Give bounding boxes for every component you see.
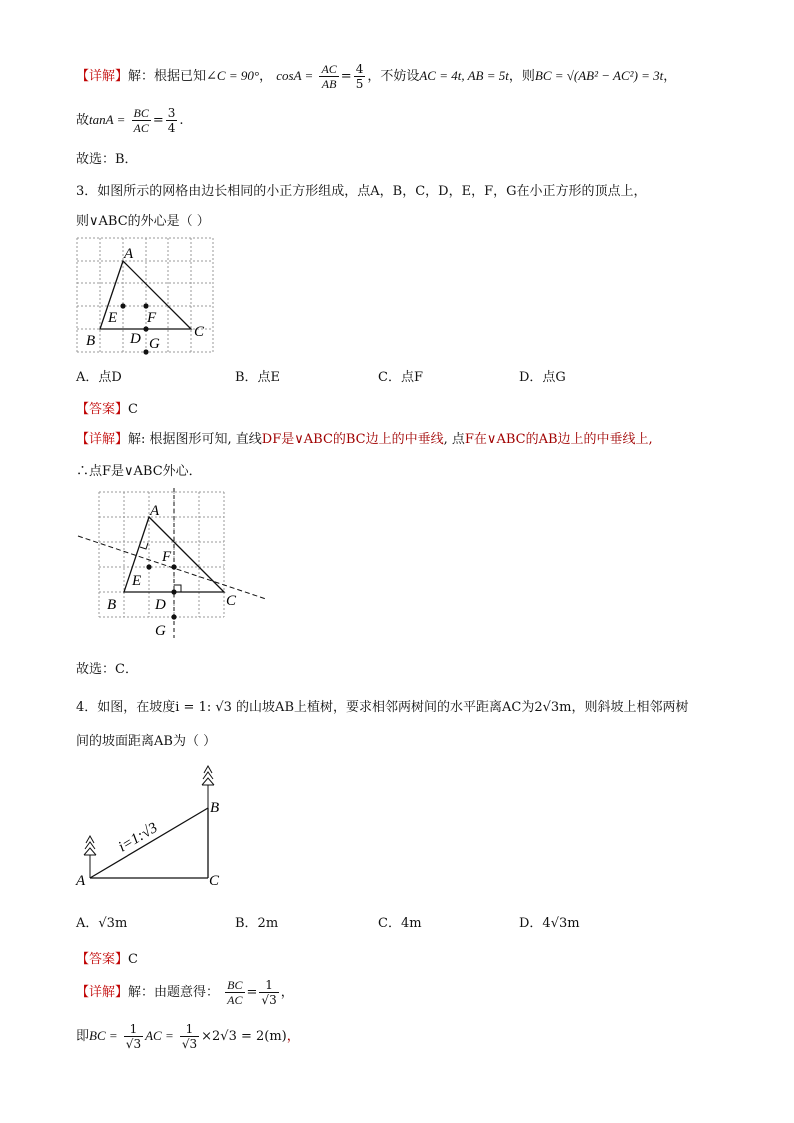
label-c: C xyxy=(194,324,205,340)
math-bc: BC = √(AB² − AC²) = 3t xyxy=(534,68,664,83)
q3-detail-line2: ∴点F是∨ABC外心． xyxy=(76,464,202,479)
label-d: D xyxy=(130,331,141,347)
q4-option-b: B．2m xyxy=(235,916,279,931)
numerator: 1 xyxy=(180,1022,199,1037)
math-angle: ∠C = 90° xyxy=(206,68,260,83)
numerator: BC xyxy=(227,978,243,992)
denominator: 4 xyxy=(167,121,176,135)
label-g: G xyxy=(155,623,166,639)
q4-slope-figure xyxy=(74,758,234,892)
q3-option-b: B．点E xyxy=(235,370,281,385)
text: ， xyxy=(280,985,294,1000)
label-a: A xyxy=(76,873,86,889)
point-d xyxy=(171,589,176,594)
text: ，不妨设 xyxy=(367,69,420,84)
text: ， xyxy=(259,69,273,84)
q4-detail-line2 xyxy=(76,1022,300,1051)
math: AC = xyxy=(145,1028,174,1043)
text-red: ， xyxy=(286,1029,300,1044)
point-e xyxy=(146,564,151,569)
text: 故 xyxy=(76,113,90,128)
fraction-bc-ac xyxy=(132,106,151,135)
text: ， xyxy=(663,69,677,84)
label-e: E xyxy=(108,310,118,326)
point-d xyxy=(143,326,148,331)
label-a: A xyxy=(124,246,134,262)
denominator: AC xyxy=(133,121,149,135)
q4-option-d: D．4√3m xyxy=(519,916,580,931)
label-e: E xyxy=(132,573,142,589)
point-f xyxy=(171,564,176,569)
denominator: √3 xyxy=(261,993,277,1007)
denominator: AB xyxy=(321,77,337,91)
fraction-3-4 xyxy=(166,106,178,135)
label-d: D xyxy=(155,597,166,613)
answer-tag: 【答案】 xyxy=(76,402,129,417)
point-g xyxy=(143,349,148,354)
text: 解：由题意得： xyxy=(128,985,220,1000)
numerator: 1 xyxy=(124,1022,143,1037)
q4-stem-line1: 4．如图，在坡度i = 1: √3 的山坡AB上植树，要求相邻两树间的水平距离AC为2√3m，则斜坡上相邻两树 xyxy=(76,700,689,715)
detail-tag: 【详解】 xyxy=(76,985,129,1000)
text-red: DF是∨ABC的BC边上的中垂线 xyxy=(261,432,444,447)
denominator: √3 xyxy=(181,1037,198,1051)
right-angle-mark xyxy=(140,543,148,549)
label-c: C xyxy=(209,873,220,889)
slope-ab xyxy=(90,808,208,878)
tree-icon xyxy=(84,836,96,878)
text-red: F在∨ABC的AB边上的中垂线上, xyxy=(464,432,653,447)
detail-tag: 【详解】 xyxy=(76,69,129,84)
fraction-1-sqrt3 xyxy=(259,978,278,1007)
text: 解: 根据图形可知, 直线 xyxy=(128,432,262,447)
point-f xyxy=(143,303,148,308)
q2-solution-line: 【详解】解：根据已知∠C = 90°， cosA = $\frac{AC}{AB}$ = $\frac{4}{5}$ ，不妨设AC = 4t, AB = 5t，则BC = √(AB² − AC²) = 3t， xyxy=(76,62,677,91)
denominator: 5 xyxy=(355,77,364,91)
denominator: √3 xyxy=(125,1037,142,1051)
q2-tan-line: 故tanA = $\frac{BC}{AC}$ = $\frac{3}{4}$ . xyxy=(76,106,184,135)
answer-value: C xyxy=(128,402,138,417)
numerator: AC xyxy=(321,62,337,76)
label-b: B xyxy=(107,597,117,613)
math-assume: AC = 4t, AB = 5t xyxy=(419,68,509,83)
text: . xyxy=(179,113,184,128)
math-cos: cosA = xyxy=(276,68,314,83)
q4-stem-line2: 间的坡面距离AB为（ ） xyxy=(76,734,217,749)
q3-solution-figure xyxy=(76,488,270,640)
q3-option-d: D．点G xyxy=(519,370,566,385)
fraction-bc-ac xyxy=(225,978,244,1007)
q3-detail-line1 xyxy=(76,428,653,447)
q4-option-a: A．√3m xyxy=(76,916,128,931)
label-a: A xyxy=(150,503,160,519)
q2-choose: 故选：B． xyxy=(76,152,138,167)
numerator: 3 xyxy=(167,106,176,120)
numerator: 1 xyxy=(259,978,278,993)
math: BC = xyxy=(89,1028,118,1043)
grid xyxy=(77,238,213,352)
label-g: G xyxy=(149,336,160,352)
fraction-ac-ab xyxy=(319,62,338,91)
text: ，则 xyxy=(508,69,535,84)
label-c: C xyxy=(226,593,237,609)
point-g xyxy=(171,614,176,619)
text: , 点 xyxy=(443,432,465,447)
fraction-4-5 xyxy=(354,62,366,91)
q3-grid-figure xyxy=(76,236,216,356)
text: 解：根据已知 xyxy=(128,69,207,84)
math: ×2√3 = 2(m) xyxy=(201,1029,287,1044)
q4-detail-line1: 【详解】解：由题意得： $\frac{BC}{AC}$ = $\frac{1}{√3}$ ， xyxy=(76,978,294,1007)
fraction-1-sqrt3 xyxy=(124,1022,143,1051)
q3-stem-line1: 3．如图所示的网格由边长相同的小正方形组成，点A，B，C，D，E，F，G在小正方形的顶点上， xyxy=(76,184,647,199)
q3-option-a: A．点D xyxy=(76,370,122,385)
label-f: F xyxy=(162,549,172,565)
numerator: BC xyxy=(133,106,149,120)
answer-value: C xyxy=(128,952,138,967)
q3-stem-line2: 则∨ABC的外心是（ ） xyxy=(76,214,210,229)
detail-tag: 【详解】 xyxy=(76,432,129,447)
point-e xyxy=(120,303,125,308)
label-f: F xyxy=(147,310,157,326)
slope-label: i=1:√3 xyxy=(115,819,161,856)
math-tan: tanA = xyxy=(89,112,126,127)
q3-choose: 故选：C． xyxy=(76,662,138,677)
denominator: AC xyxy=(227,993,243,1007)
text: 即 xyxy=(76,1029,90,1044)
label-b: B xyxy=(86,333,96,349)
label-b: B xyxy=(210,800,220,816)
fraction-1-sqrt3 xyxy=(180,1022,199,1051)
answer-tag: 【答案】 xyxy=(76,952,129,967)
q3-answer xyxy=(76,398,138,417)
q4-option-c: C．4m xyxy=(378,916,422,931)
q3-option-c: C．点F xyxy=(378,370,423,385)
q4-answer xyxy=(76,948,138,967)
numerator: 4 xyxy=(355,62,364,76)
